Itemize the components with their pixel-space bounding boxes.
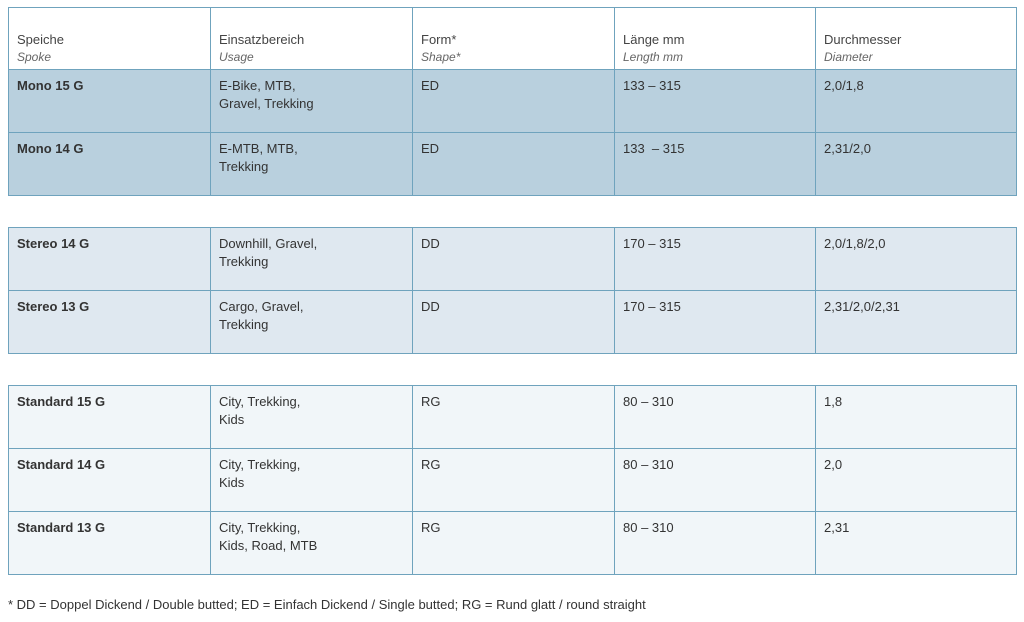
table-row — [9, 70, 1017, 133]
usage-cell — [211, 386, 413, 449]
diameter-cell: 2,0/1,8 — [816, 70, 1017, 133]
usage-line: City, Trekking, — [219, 520, 301, 535]
header-spoke-en: Spoke — [17, 50, 52, 64]
header-usage-en: Usage — [219, 50, 254, 64]
usage-line: Kids, Road, MTB — [219, 538, 318, 553]
diameter-cell: 2,31 — [816, 512, 1017, 575]
shape-cell: RG — [413, 386, 615, 449]
shape-cell: RG — [413, 512, 615, 575]
length-cell: 170 – 315 — [615, 291, 816, 354]
spoke-cell: Stereo 13 G — [9, 291, 211, 354]
diameter-cell: 2,0/1,8/2,0 — [816, 228, 1017, 291]
spoke-cell: Standard 13 G — [9, 512, 211, 575]
header-usage-de: Einsatzbereich — [219, 32, 305, 47]
length-cell: 170 – 315 — [615, 228, 816, 291]
group-mono — [8, 69, 1017, 196]
usage-line: Trekking — [219, 159, 269, 174]
usage-line: E-MTB, MTB, — [219, 141, 298, 156]
usage-line: Trekking — [219, 254, 269, 269]
shape-cell: ED — [413, 133, 615, 196]
usage-line: E-Bike, MTB, — [219, 78, 296, 93]
shape-cell: ED — [413, 70, 615, 133]
diameter-cell: 2,31/2,0 — [816, 133, 1017, 196]
diameter-cell: 2,0 — [816, 449, 1017, 512]
usage-line: Trekking — [219, 317, 269, 332]
spoke-cell: Mono 15 G — [9, 70, 211, 133]
length-cell: 133 – 315 — [615, 70, 816, 133]
table-row — [9, 228, 1017, 291]
usage-line: City, Trekking, — [219, 394, 301, 409]
usage-cell — [211, 291, 413, 354]
spoke-cell: Standard 15 G — [9, 386, 211, 449]
header-diameter-en: Diameter — [824, 50, 873, 64]
group-stereo — [8, 227, 1017, 354]
header-spoke-de: Speiche — [17, 32, 64, 47]
usage-line: Kids — [219, 475, 245, 490]
shape-cell: DD — [413, 228, 615, 291]
table-row — [9, 512, 1017, 575]
diameter-cell: 1,8 — [816, 386, 1017, 449]
footnote: * DD = Doppel Dickend / Double butted; ED = Einfach Dickend / Single butted; RG = Rund glatt / round straight — [8, 597, 646, 612]
group-standard — [8, 385, 1017, 575]
diameter-cell: 2,31/2,0/2,31 — [816, 291, 1017, 354]
spoke-cell: Stereo 14 G — [9, 228, 211, 291]
table-row — [9, 449, 1017, 512]
length-cell: 80 – 310 — [615, 512, 816, 575]
usage-cell — [211, 512, 413, 575]
table-row — [9, 291, 1017, 354]
header-diameter-de: Durchmesser — [824, 32, 902, 47]
length-cell: 80 – 310 — [615, 449, 816, 512]
usage-line: Downhill, Gravel, — [219, 236, 318, 251]
usage-line: Gravel, Trekking — [219, 96, 314, 111]
usage-cell — [211, 449, 413, 512]
header-length-en: Length mm — [623, 50, 684, 64]
header-shape-en: Shape* — [421, 50, 461, 64]
header-length-de: Länge mm — [623, 32, 685, 47]
usage-line: Cargo, Gravel, — [219, 299, 304, 314]
table-row — [9, 386, 1017, 449]
usage-line: City, Trekking, — [219, 457, 301, 472]
length-cell: 80 – 310 — [615, 386, 816, 449]
spoke-cell: Mono 14 G — [9, 133, 211, 196]
header-shape-de: Form* — [421, 32, 457, 47]
table-row — [9, 133, 1017, 196]
usage-cell — [211, 70, 413, 133]
usage-cell — [211, 228, 413, 291]
usage-cell — [211, 133, 413, 196]
shape-cell: RG — [413, 449, 615, 512]
shape-cell: DD — [413, 291, 615, 354]
usage-line: Kids — [219, 412, 245, 427]
length-cell: 133 – 315 — [615, 133, 816, 196]
spoke-cell: Standard 14 G — [9, 449, 211, 512]
